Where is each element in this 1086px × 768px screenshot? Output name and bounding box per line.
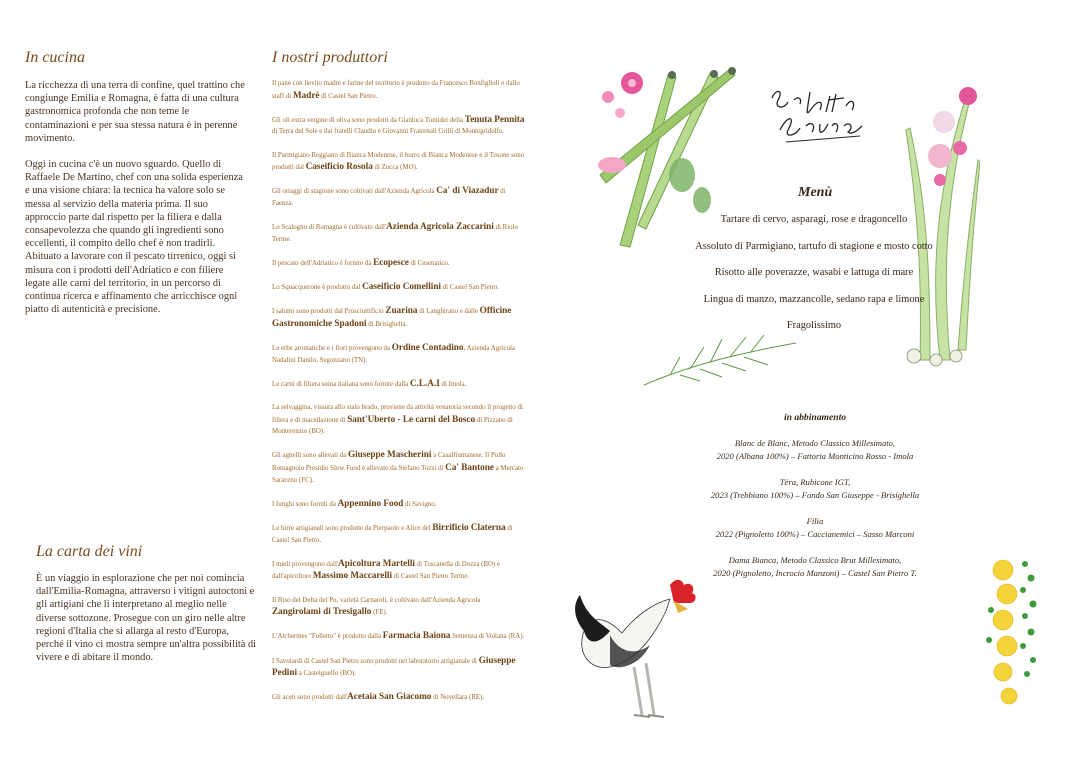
producer-name: Officine Gastronomiche Spadoni [272,305,512,328]
producer-text: Le birre artigianali sono prodotte da Pierpaolo e Alice del [272,524,433,532]
menu-title: Menù [798,185,833,200]
cucina-paragraph: La ricchezza di una terra di confine, quel trattino che congiunge Emilia e Romagna, è fatta di una cultura gastronomica profonda che non teme le contaminazioni e per sua stessa natura è in perenne movimento. [25,80,245,144]
producer-text: a Mercato Saraceno (FC). [272,465,524,484]
pairing-title: in abbinamento [783,412,847,423]
cucina-text [25,79,247,329]
producer-text: La selvaggina, vissuta allo stato brado, proviene da attività venatoria secondo il progetto di filiera e di macellazione di [272,404,523,424]
wine-pairing-line: Filia [806,516,824,526]
flower-icon [602,72,643,118]
producer-text: di Zocca (MO). [372,164,418,172]
producer-text: Il pane con lievito madre e farine del territorio è prodotto da Francesco Bonfiglioli e dallo staff di [272,80,520,100]
producer-name: Tenuta Pennita [464,113,525,124]
producer-entry [272,522,526,546]
producer-name: Acetaia San Giacomo [347,691,432,702]
producer-name: Zuarina [385,305,418,316]
producer-entry [272,402,526,438]
producer-entry [272,342,526,366]
producer-text: di Castel San Pietro. [272,524,513,544]
wine-pairing-line: Blanc de Blanc, Metodo Classico Millesimato, [734,438,896,448]
producer-text: di Savigno. [403,500,437,508]
producer-name: Madrè [292,89,320,100]
producer-entry [272,498,526,511]
producer-name: Apicoltura Martelli [338,557,415,568]
producer-entry [272,185,526,209]
producer-text: di Castel San Pietro. [319,92,378,100]
producer-text: a Castelguelfo (BO). [297,670,356,678]
producer-text: di Pizzano di Monterenzio (BO). [272,416,513,436]
producer-text: di Cesenatico. [408,259,450,267]
producer-name: Giuseppe Mascherini [347,449,432,460]
vini-text [36,572,258,677]
wine-pairing-line: 2022 (Pignoletto 100%) – Caccianemici – Sasso Marconi [715,529,915,539]
peas-lemon-illustration [985,550,1045,710]
producer-text: Il pescato dell'Adriatico è fornito da [272,259,374,267]
wine-pairing-line: Dama Bianca, Metodo Classico Brut Millesimato, [728,555,902,565]
wine-pairing-line: 2020 (Pignoletto, Incrocio Manzoni) – Castel San Pietro T. [713,568,917,578]
producer-name: Azienda Agricola Zaccarini [386,221,494,232]
menu-dish: Fragolissimo [786,320,842,331]
producer-text: Lo Scalogno di Romagna è coltivato dall' [272,224,387,232]
producer-text: I funghi sono forniti da [272,500,338,508]
producer-text: L'Alchermes "Folletto" è prodotto dalla [272,633,383,641]
producer-text: I salumi sono prodotti dal Prosciuttificio [272,308,386,316]
producer-name: Farmacia Baiona [382,630,451,641]
menu-dish: Lingua di manzo, mazzancolle, sedano rapa e limone [703,293,925,305]
producer-text: I mieli provengono dall' [272,560,339,568]
producer-text: Gli oli extra vergine di oliva sono prodotti da Gianluca Tumidei della [272,116,465,124]
producer-text: (FE). [371,609,388,617]
producer-entry [272,691,526,704]
producer-entry [272,221,526,245]
producer-text: I Savoiardi di Castel San Pietro sono prodotti nel laboratorio artigianale di [272,657,479,665]
rooster-illustration [570,575,700,725]
producer-entry [272,305,526,330]
menu-dish: Assoluto di Parmigiano, tartufo di stagione e mosto cotto [695,240,933,252]
producer-name: Ca' Bantone [445,462,494,472]
producer-name: Ecopesce [373,256,409,267]
producer-text: di Riolo Terme. [272,224,518,243]
producer-name: Caseificio Comellini [362,281,441,292]
signature-logo [766,86,866,146]
vini-title: La carta dei vini [36,543,143,560]
producer-text: a Casalfiumanese. Il Pollo Romagnolo Presidio Slow Food è allevato da Stefano Tozzi di [272,452,506,472]
producers-list [272,78,526,715]
producer-entry [272,655,526,680]
producer-text: Il Riso del Delta del Po, varietà Carnaroli, è coltivato dall'Azienda Agricola [272,596,481,604]
producer-name: C.L.A.I [409,377,440,388]
cucina-title: In cucina [25,49,85,66]
producer-name: Birrificio Claterna [432,521,506,532]
producer-text: Gli aceti sono prodotti dall' [272,694,348,702]
producer-entry [272,378,526,391]
wine-pairing-line: Tëra, Rubicone IGT, [779,477,851,487]
producer-entry [272,449,526,486]
producer-text: di Castel San Pietro Terme. [392,573,470,581]
producer-text: Lo Squacquerone è prodotto dal [272,284,363,292]
wine-pairing-line: 2020 (Albana 100%) – Fattoria Monticino Rosso - Imola [716,451,914,461]
producer-text: di Castel San Pietro. [441,284,499,292]
producer-text: Le carni di filiera suina italiana sono fornite dalla [272,380,410,388]
producer-entry [272,630,526,643]
producer-text: Gli ortaggi di stagione sono coltivati dall'Azienda Agricola [272,188,437,196]
producer-text: di Faenza. [272,188,506,207]
producer-text: di Toscanella di Dozza (BO) e dall'apicoltore [272,560,501,581]
wines-list [690,437,940,593]
producer-name: Zangirolami di Tresigallo [272,606,372,617]
vini-paragraph: È un viaggio in esplorazione che per noi comincia dall'Emilia-Romagna, attraverso i vitigni autoctoni e gli artigiani che li interpretano al meglio nelle diverse sottozone. Prosegue con un giro nelle altre regioni d'Italia che si allarga al resto d'Europa, perché il vino ci mostra sempre un'altra possibilità di vivere e di abitare il mondo. [36,573,257,664]
signature-logo [766,86,866,151]
producer-entry [272,257,526,270]
producer-name: Ca' di Viazadur [436,185,499,196]
producer-name: Caseificio Rosola [305,161,373,172]
wine-pairing [690,554,940,580]
cucina-paragraph: Oggi in cucina c'è un nuovo sguardo. Quello di Raffaele De Martino, chef con una solida esperienza e una visione chiara: la tecnica ha valore solo se messa al servizio della materia prima. Il suo approccio parte dal rispetto per la filiera e dalla consapevolezza che quando gli ingredienti sono eccellenti, il compito dello chef è non tradirli. Abituato a lavorare con il pescato tirrenico, oggi si misura con i prodotti dell'Adriatico e con filiere legate alle carni del territorio, in un percorso di continua ricerca e affinamento che arricchisce ogni piatto di autenticità e precisione. [25,159,243,316]
producer-text: Il Parmigiano Reggiano di Bianca Modenese, il burro di Bianca Modenese e il Tosone sono prodotti dal [272,151,525,172]
wine-pairing [690,476,940,502]
producer-text: , Azienda Agricola Nadalini Danilo, Segonzano (TN). [272,345,515,364]
producer-text: di Terra del Sole e dai fratelli Claudio e Giovanni Fraternali Grilli di Montegridolfo. [272,128,505,136]
producer-text: di Imola. [439,380,467,388]
producer-entry [272,114,526,138]
producer-name: Sant'Uberto - Le carni del Bosco [347,413,476,424]
producer-name: Giuseppe Pedini [272,654,516,678]
producer-text: Gli agnelli sono allevati da [272,452,348,460]
producer-text: di Brisighella. [366,320,408,328]
producer-entry [272,595,526,619]
dishes-list [680,210,948,343]
wine-pairing-line: 2023 (Trebbiano 100%) – Fondo San Giuseppe - Brisighella [710,490,920,500]
menu-dish: Risotto alle poverazze, wasabi e lattuga di mare [714,267,914,278]
wine-pairing [690,515,940,541]
producer-entry [272,78,526,102]
producer-text: di Novellara (RE). [431,694,485,702]
producer-name: Massimo Maccarelli [312,570,393,581]
menu-dish: Tartare di cervo, asparagi, rose e dragoncello [720,214,908,225]
producer-name: Appennino Food [337,497,404,508]
producer-entry [272,558,526,583]
producer-name: Ordine Contadino [391,342,464,353]
producer-entry [272,281,526,294]
producer-text: Semenza di Voltana (RA). [450,633,525,641]
produttori-title: I nostri produttori [272,49,388,66]
producer-entry [272,150,526,174]
producer-text: di Langhirano e dalle [417,308,480,316]
wine-pairing [690,437,940,463]
producer-text: Le erbe aromatiche e i fiori provengono da [272,345,392,353]
